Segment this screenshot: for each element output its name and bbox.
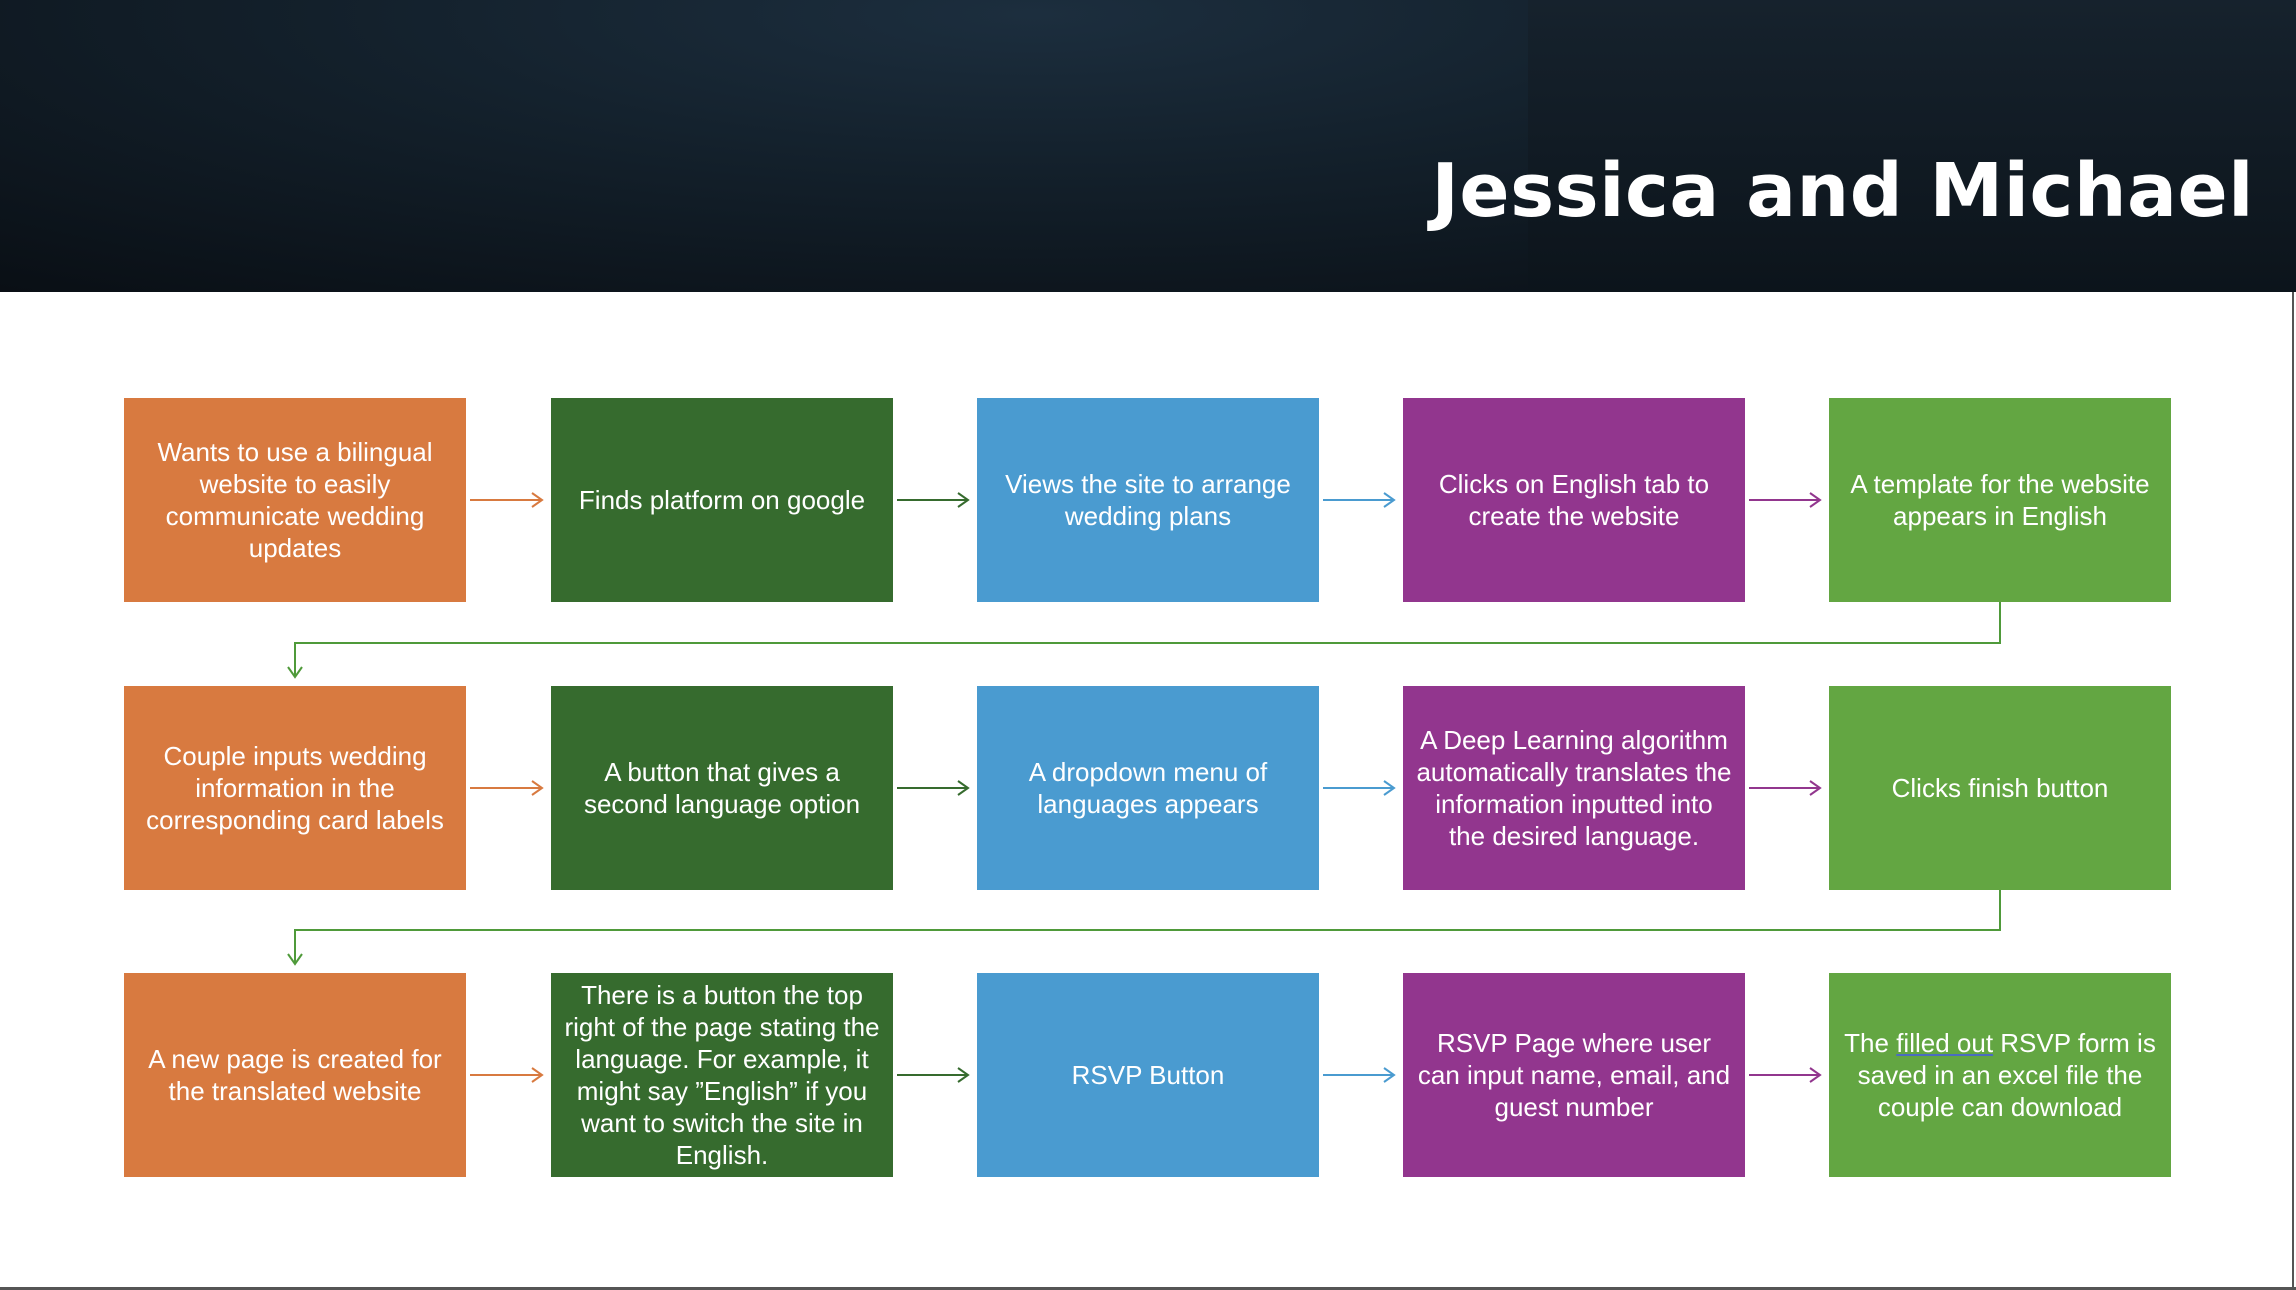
step-10-clicks-finish: Clicks finish button: [1829, 686, 2171, 890]
step-15-text-after: RSVP form is saved in an excel file the couple can download: [1857, 1028, 2156, 1122]
step-12-language-button-top-right: There is a button the top right of the page stating the language. For example, it might say ”English” if you want to switch the site in English.: [551, 973, 893, 1177]
connector-row-1-to-2: [288, 602, 2000, 677]
arrow-step-7-to-8: [897, 781, 968, 795]
step-8-language-dropdown: A dropdown menu of languages appears: [977, 686, 1319, 890]
step-5-template-appears: A template for the website appears in English: [1829, 398, 2171, 602]
page-title: Jessica and Michael: [1431, 148, 2254, 234]
arrow-step-2-to-3: [897, 493, 968, 507]
connector-row-2-to-3: [288, 890, 2000, 964]
step-3-views-site: Views the site to arrange wedding plans: [977, 398, 1319, 602]
arrow-step-4-to-5: [1749, 493, 1820, 507]
step-13-rsvp-button: RSVP Button: [977, 973, 1319, 1177]
step-9-deep-learning-translation: A Deep Learning algorithm automatically translates the information inputted into the desired language.: [1403, 686, 1745, 890]
arrow-step-11-to-12: [470, 1068, 542, 1082]
step-7-second-language-button: A button that gives a second language option: [551, 686, 893, 890]
arrow-step-14-to-15: [1749, 1068, 1820, 1082]
step-14-rsvp-page: RSVP Page where user can input name, email, and guest number: [1403, 973, 1745, 1177]
arrow-step-9-to-10: [1749, 781, 1820, 795]
arrow-step-8-to-9: [1323, 781, 1394, 795]
step-11-new-page-created: A new page is created for the translated website: [124, 973, 466, 1177]
filled-out-link: filled out: [1896, 1028, 1994, 1058]
arrow-step-6-to-7: [470, 781, 542, 795]
step-15-text-before: The: [1844, 1028, 1897, 1058]
step-1-wants-bilingual-site: Wants to use a bilingual website to easily communicate wedding updates: [124, 398, 466, 602]
arrow-step-12-to-13: [897, 1068, 968, 1082]
arrow-step-3-to-4: [1323, 493, 1394, 507]
step-2-finds-platform: Finds platform on google: [551, 398, 893, 602]
step-4-clicks-english-tab: Clicks on English tab to create the website: [1403, 398, 1745, 602]
step-6-couple-inputs-info: Couple inputs wedding information in the corresponding card labels: [124, 686, 466, 890]
arrow-step-1-to-2: [470, 493, 542, 507]
arrow-step-13-to-14: [1323, 1068, 1394, 1082]
